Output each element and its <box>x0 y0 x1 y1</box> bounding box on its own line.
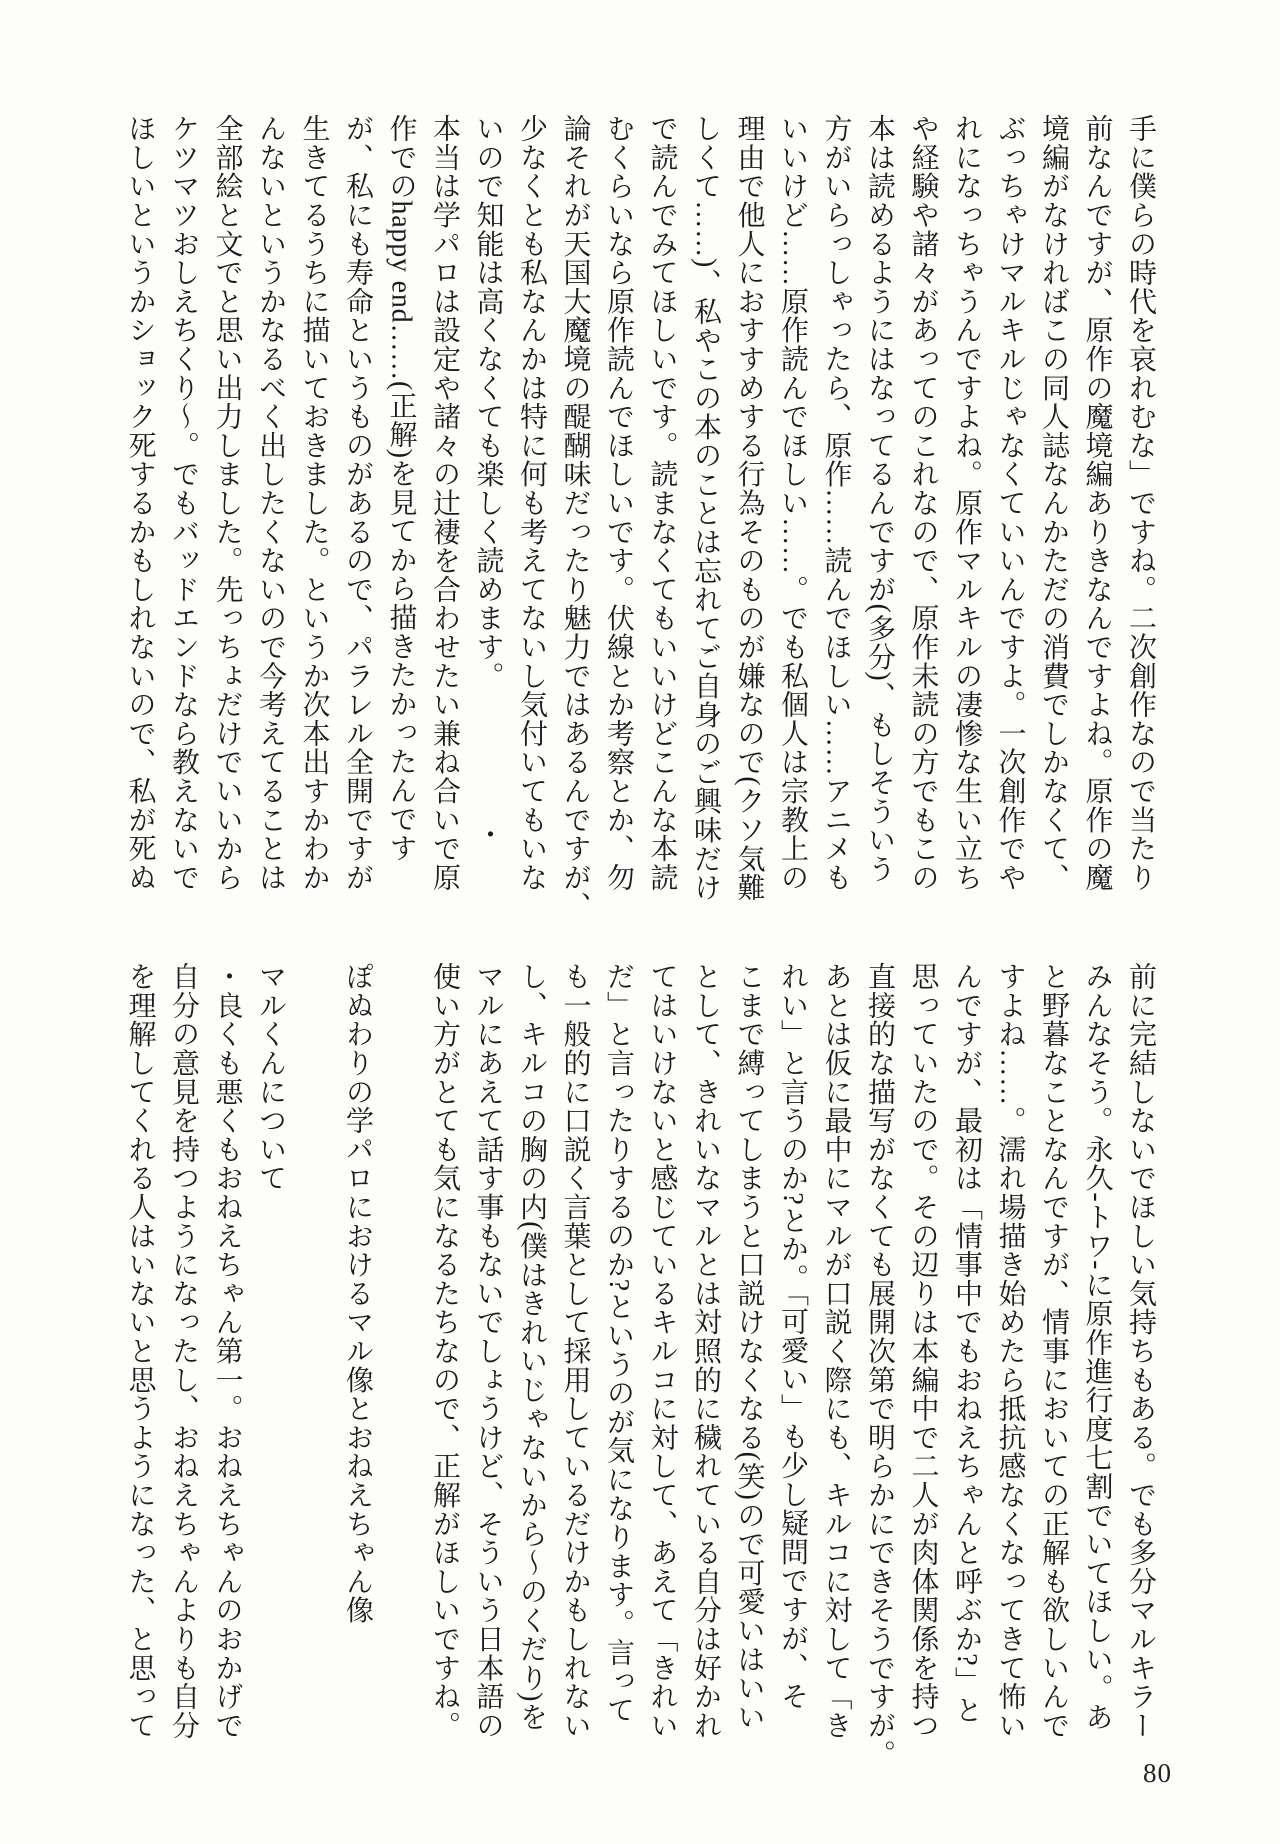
text-column: ぽぬわりの学パロにおけるマル像とおねえちゃん像 <box>342 962 373 1625</box>
text-column <box>379 962 423 1762</box>
text-column: 境編がなければこの同人誌なんかただの消費でしかなくて、 <box>1038 114 1069 892</box>
text-column: 作でのhappy end……(正解)を見てから描きたかったんです <box>385 114 417 863</box>
text-column: んですが、最初は「情事中でもおねえちゃんと呼ぶか?」と <box>951 962 982 1725</box>
text-column: こまで縛ってしまうと口説けなくなる(笑)ので可愛いはいい <box>733 962 765 1732</box>
text-column: と野暮なことなんですが、情事においての正解も欲しいんで <box>1038 962 1069 1740</box>
text-column: ぶっちゃけマルキルじゃなくていいんですよ。一次創作でや <box>994 114 1026 892</box>
text-column: すよね……。濡れ場描き始めたら抵抗感なくなってきて怖い <box>994 962 1026 1740</box>
text-column: れい」と言うのか?とか。「可愛い」も少し疑問ですが、そ <box>777 962 808 1711</box>
text-column: 少なくとも私なんかは特に何も考えてないし気付いてもいな <box>516 114 547 892</box>
text-column: あとは仮に最中にマルが口説く際にも、キルコに対して「き <box>820 962 852 1740</box>
page-number: 80 <box>1143 1758 1172 1788</box>
text-column: として、きれいなマルとは対照的に穢れている自分は好かれ <box>690 962 721 1740</box>
text-column: 本当は学パロは設定や諸々の辻褄を合わせたい兼ね合いで原 <box>429 114 460 892</box>
text-column: 手に僕らの時代を哀れむな」ですね。二次創作なので当たり <box>1125 114 1156 892</box>
text-column: ・良くも悪くもおねえちゃん第一。おねえちゃんのおかげで <box>211 962 243 1740</box>
text-column: で読んでみてほしいです。読まなくてもいいけどこんな本読 <box>646 114 678 892</box>
text-column: や経験や諸々があってのこれなので、原作未読の方でもこの <box>907 114 939 892</box>
text-column: 論それが天国大魔境の醍醐味だったり魅力ではあるんですが、 <box>559 114 591 921</box>
text-column: マルくんについて <box>255 962 286 1193</box>
text-column: しくて……)、私やこの本のことは忘れてご自身のご興味だけ <box>690 114 721 902</box>
text-column <box>292 962 336 1762</box>
text-column: し、キルコの胸の内(僕はきれいじゃないから〜のくだり)を <box>516 962 547 1732</box>
text-column: 理由で他人におすすめする行為そのものが嫌なので(クソ気難 <box>733 114 765 902</box>
afterword-upper-text-block <box>118 114 1162 921</box>
text-column: 前なんですが、原作の魔境編ありきなんですよね。原作の魔 <box>1081 114 1113 892</box>
text-column: ケツマツおしえちくり〜。でもバッドエンドなら教えないで <box>168 114 199 892</box>
text-column: 前に完結しないでほしい気持ちもある。でも多分マルキラー <box>1125 962 1156 1740</box>
text-column: 直接的な描写がなくても展開次第で明らかにできそうですが。 <box>864 962 895 1769</box>
text-column: 自分の意見を持つようになったし、おねえちゃんよりも自分 <box>168 962 199 1740</box>
text-column: 思っていたので。その辺りは本編中で二人が肉体関係を持つ <box>907 962 939 1740</box>
text-column: 生きてるうちに描いておきました。というか次本出すかわか <box>298 114 330 892</box>
text-column: れになっちゃうんですよね。原作マルキルの凄惨な生い立ち <box>951 114 982 892</box>
text-column: だ」と言ったりするのか?というのが気になります。言って <box>603 962 634 1725</box>
text-column: 本は読めるようにはなってるんですが(多分)、もしそういう <box>864 114 895 884</box>
text-column: も一般的に口説く言葉として採用しているだけかもしれない <box>559 962 591 1740</box>
afterword-lower-text-block <box>118 962 1162 1769</box>
text-column: んないというかなるべく出したくないので今考えてることは <box>255 114 286 892</box>
text-column: を理解してくれる人はいないと思うようになった、と思って <box>124 962 156 1740</box>
text-column: むくらいなら原作読んでほしいです。伏線とか考察とか、勿 <box>603 114 634 892</box>
text-column: いいけど……原作読んでほしい……。でも私個人は宗教上の <box>777 114 808 892</box>
text-column: が、私にも寿命というものがあるので、パラレル全開ですが <box>342 114 373 892</box>
text-column: 使い方がとても気になるたちなので、正解がほしいですね。 <box>429 962 460 1740</box>
text-column: 方がいらっしゃったら、原作……読んでほしい……アニメも <box>820 114 852 892</box>
text-column: マルにあえて話す事もないでしょうけど、そういう日本語の <box>472 962 504 1740</box>
text-column: ほしいというかショック死するかもしれないので、私が死ぬ <box>124 114 156 892</box>
text-column: 全部絵と文でと思い出力しました。先っちょだけでいいから <box>211 114 243 892</box>
text-column: いので知能は高くなくても楽しく読めます。 ・ <box>472 114 504 849</box>
text-column: みんなそう。永久-トワ-に原作進行度七割でいてほしい。あ <box>1081 962 1113 1732</box>
text-column: てはいけないと感じているキルコに対して、あえて「きれい <box>646 962 678 1740</box>
